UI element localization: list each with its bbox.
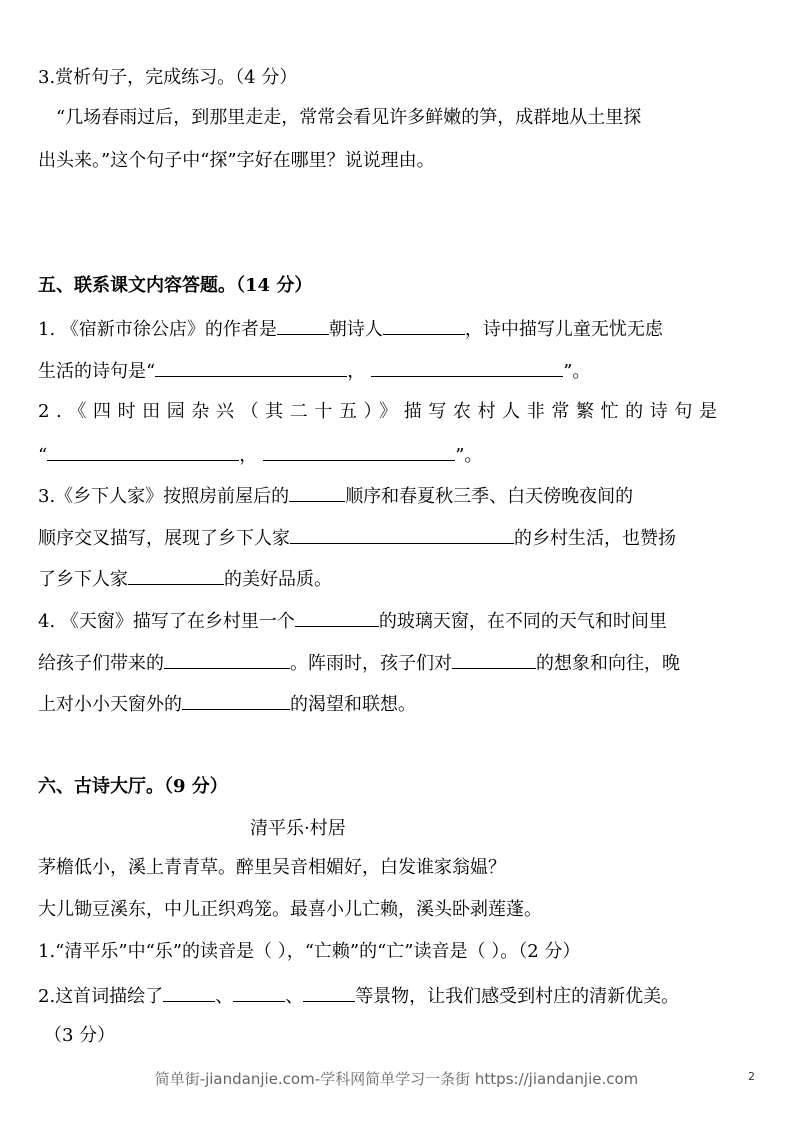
s6-q2-text-c: 、: [285, 986, 304, 1007]
s5-q3-text-c: 顺序交叉描写，展现了乡下人家: [38, 528, 290, 549]
s5-q2-line1: 2.《四时田园杂兴（其二十五）》描写农村人非常繁忙的诗句是: [38, 401, 724, 422]
s5-q3-line1: [38, 483, 633, 509]
s5-q3-text-b: 顺序和春夏秋三季、白天傍晚夜间的: [345, 486, 634, 507]
poem-line-2: 大儿锄豆溪东，中儿正织鸡笼。最喜小儿亡赖，溪头卧剥莲蓬。: [38, 899, 542, 920]
s6-q2-blank-1[interactable]: [163, 983, 215, 1002]
s6-q2-line2: （3 分）: [44, 1025, 116, 1046]
s6-q2-text-b: 、: [215, 986, 234, 1007]
s5-q1-text-e: ，: [347, 361, 366, 382]
s5-q4-line2: [38, 650, 680, 676]
s6-q1: 1.“清平乐”中“乐”的读音是（ ），“亡赖”的“亡”读音是（ ）。（2 分）: [38, 941, 581, 962]
s6-q2-blank-3[interactable]: [303, 983, 355, 1002]
s5-q3-line2: [38, 525, 676, 551]
s5-q1-blank-line2[interactable]: [371, 358, 563, 377]
s5-q1-blank-line1[interactable]: [155, 358, 347, 377]
s6-q2-blank-2[interactable]: [233, 983, 285, 1002]
s5-q4-text-g: 的渴望和联想。: [290, 694, 416, 715]
s5-q3-line3: [38, 566, 332, 592]
s5-q1-line1: [38, 316, 663, 342]
s5-q4-blank-rain[interactable]: [452, 650, 536, 669]
s6-q2-text-a: 2.这首词描绘了: [38, 986, 164, 1007]
s5-q3-text-a: 3.《乡下人家》按照房前屋后的: [38, 486, 290, 507]
s6-q2-line1: [38, 983, 679, 1009]
s5-q1-text-b: 朝诗人: [328, 319, 383, 340]
s5-q4-blank-brought[interactable]: [164, 650, 290, 669]
s5-q1-line2: [38, 358, 590, 384]
s5-q2-line2: [38, 442, 482, 468]
question-3-text-line1: “几场春雨过后，到那里走走，常常会看见许多鲜嫩的笋，成群地从土里探: [56, 107, 642, 128]
s5-q1-text-a: 1. 《宿新市徐公店》的作者是: [38, 319, 277, 340]
poem-line-1: 茅檐低小，溪上青青草。醉里吴音相媚好，白发谁家翁媪？: [38, 857, 506, 878]
s5-q1-blank-dynasty[interactable]: [277, 316, 329, 335]
s5-q4-line3: [38, 691, 416, 717]
question-3-title: 3.赏析句子，完成练习。（4 分）: [38, 67, 298, 88]
s5-q3-text-d: 的乡村生活，也赞扬: [514, 528, 676, 549]
s5-q4-blank-window[interactable]: [295, 608, 379, 627]
s5-q3-blank-life[interactable]: [290, 525, 514, 544]
s5-q2-text-a: “: [38, 445, 48, 466]
s5-q2-text-c: ”。: [455, 445, 483, 466]
s5-q3-text-e: 了乡下人家: [38, 569, 128, 590]
section-5-heading: 五、联系课文内容答题。（14 分）: [38, 275, 313, 296]
s5-q1-text-c: ，诗中描写儿童无忧无虑: [464, 319, 663, 340]
s5-q4-text-a: 4. 《天窗》描写了在乡村里一个: [38, 611, 295, 632]
s5-q4-text-c: 给孩子们带来的: [38, 653, 164, 674]
s5-q1-text-d: 生活的诗句是“: [38, 361, 156, 382]
s5-q4-text-d: 。阵雨时，孩子们对: [290, 653, 452, 674]
section-6-heading: 六、古诗大厅。（9 分）: [38, 776, 228, 797]
s5-q3-blank-order[interactable]: [289, 483, 345, 502]
s5-q1-blank-poet[interactable]: [383, 316, 465, 335]
question-3-text-line2: 出头来。”这个句子中“探”字好在哪里？说说理由。: [38, 150, 435, 171]
s5-q3-blank-quality[interactable]: [128, 566, 224, 585]
s5-q4-line1: [38, 608, 667, 634]
poem-title: 清平乐·村居: [250, 818, 346, 839]
page-number: 2: [748, 1070, 755, 1083]
s5-q2-blank-line1[interactable]: [47, 442, 239, 461]
page-footer: 简单街-jiandanjie.com-学科网简单学习一条街 https://jiandanjie.com: [154, 1070, 639, 1088]
s5-q4-text-e: 的想象和向往，晚: [536, 653, 680, 674]
s5-q4-text-b: 的玻璃天窗，在不同的天气和时间里: [378, 611, 667, 632]
s5-q3-text-f: 的美好品质。: [224, 569, 332, 590]
s5-q1-text-f: ”。: [563, 361, 591, 382]
s5-q4-blank-night[interactable]: [182, 691, 290, 710]
s5-q4-text-f: 上对小小天窗外的: [38, 694, 182, 715]
s5-q2-text-b: ，: [239, 445, 258, 466]
s6-q2-text-d: 等景物，让我们感受到村庄的清新优美。: [355, 986, 680, 1007]
s5-q2-blank-line2[interactable]: [263, 442, 455, 461]
